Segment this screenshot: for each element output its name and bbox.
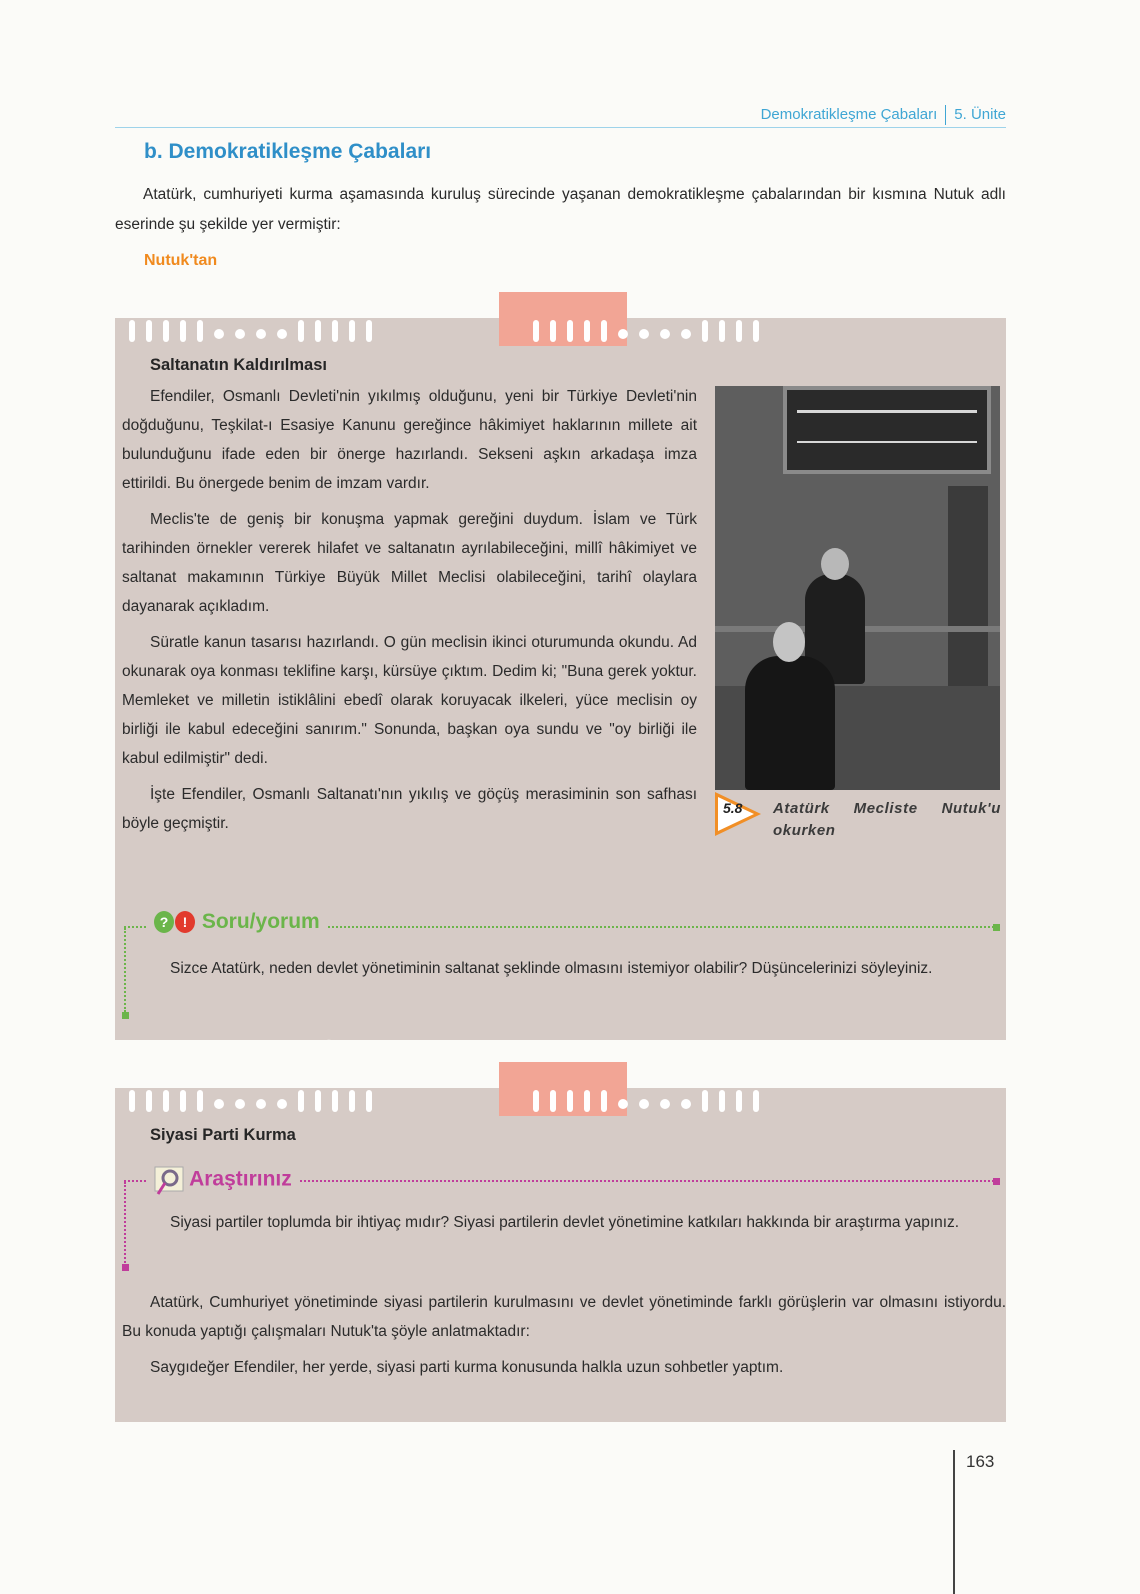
party-paragraph: Saygıdeğer Efendiler, her yerde, siyasi parti kurma konusunda halkla uzun sohbetler yaptım. <box>150 1359 784 1376</box>
question-title-b: yorum <box>255 910 320 933</box>
excerpt-paragraph: Meclis'te de geniş bir konuşma yapmak gereğini duydum. İslam ve Türk tarihinden örnekler vererek hilafet ve saltanatın ayrılabileceğini, millî hâkimiyet ve saltanat makamının Türkiye Büyük Millet Meclisi olabileceğini, tarihî olaylara dayanarak açıkladım. <box>122 511 697 615</box>
panel-heading: Siyasi Parti Kurma <box>150 1126 296 1144</box>
question-icon: ? <box>154 911 174 933</box>
torn-edge <box>115 1038 1006 1050</box>
excerpt-paragraph: Süratle kanun tasarısı hazırlandı. O gün meclisin ikinci oturumunda okundu. Ad okunarak oya konması teklifine karşı, kürsüye çıktım. Dedim ki; "Buna gerek yoktur. Memleket ve milletin istiklâlini ebedî olarak koruyacak ilkeleri, yüce meclisin oy birliği ile kabul edeceğini sanırım." Sonunda, başkan oya sundu ve "oy birliği ile kabul edilmiştir" dedi. <box>122 634 697 767</box>
question-text: Sizce Atatürk, neden devlet yönetiminin saltanat şeklinde olmasını istemiyor olabilir? Düşüncelerinizi söyleyiniz. <box>170 960 933 977</box>
running-head-unit: 5. Ünite <box>954 105 1006 123</box>
exclamation-icon: ! <box>175 911 195 933</box>
page-number-rule <box>953 1450 955 1594</box>
research-box <box>124 1167 998 1231</box>
ataturk-assembly-photo <box>715 386 1000 790</box>
figure-number-badge <box>715 792 765 830</box>
nutuk-excerpt-panel <box>115 318 1006 1040</box>
intro-paragraph: Atatürk, cumhuriyeti kurma aşamasında kuruluş sürecinde yaşanan demokratikleşme çabalarından bir kısmına Nutuk adlı eserinde şu şekilde yer vermiştir: <box>115 186 1006 233</box>
party-panel <box>115 1088 1006 1422</box>
panel-heading: Saltanatın Kaldırılması <box>150 356 327 374</box>
figure-number: 5.8 <box>723 800 743 816</box>
question-box-title <box>148 910 326 934</box>
binder-holes <box>129 1090 992 1112</box>
party-text <box>122 1288 1006 1389</box>
excerpt-paragraph: Efendiler, Osmanlı Devleti'nin yıkılmış olduğunu, yeni bir Türkiye Devleti'nin doğduğunu, Teşkilat-ı Esasiye Kanunu gereğince hâkimiyet haklarının millete ait bulunduğunu ifade eden bir önerge hazırlandı. Sekseni aşkın arkadaşa imza ettirildi. Bu önergede benim de imzam vardır. <box>122 388 697 492</box>
calligraphy-banner <box>783 386 991 474</box>
magnifier-icon <box>154 1166 184 1194</box>
party-paragraph: Atatürk, Cumhuriyet yönetiminde siyasi partilerin kurulmasını ve devlet yönetiminde farklı görüşlerin var olmasını istiyordu. Bu konuda yaptığı çalışmaları Nutuk'ta şöyle anlatmaktadır: <box>122 1294 1006 1340</box>
excerpt-paragraph: İşte Efendiler, Osmanlı Saltanatı'nın yıkılış ve göçüş merasiminin son safhası böyle geçmiştir. <box>122 786 697 832</box>
binder-holes <box>129 320 992 342</box>
research-title: Araştırınız <box>189 1167 292 1191</box>
excerpt-text <box>122 382 697 845</box>
running-head-separator <box>945 105 946 125</box>
running-head-section: Demokratikleşme Çabaları <box>760 105 938 123</box>
question-title-a: Soru/ <box>201 910 256 933</box>
source-tag: Nutuk'tan <box>144 252 218 269</box>
section-title: b. Demokratikleşme Çabaları <box>144 140 432 163</box>
page-number: 163 <box>966 1452 995 1471</box>
research-box-title <box>148 1166 298 1194</box>
research-text: Siyasi partiler toplumda bir ihtiyaç mıdır? Siyasi partilerin devlet yönetimine katkıları hakkında bir araştırma yapınız. <box>170 1214 960 1231</box>
running-head <box>115 103 1006 128</box>
figure-caption: Atatürk Mecliste Nutuk'u okurken <box>773 800 1001 839</box>
question-box <box>124 910 998 977</box>
running-head-text <box>761 105 1006 125</box>
ataturk-figure <box>745 656 835 790</box>
